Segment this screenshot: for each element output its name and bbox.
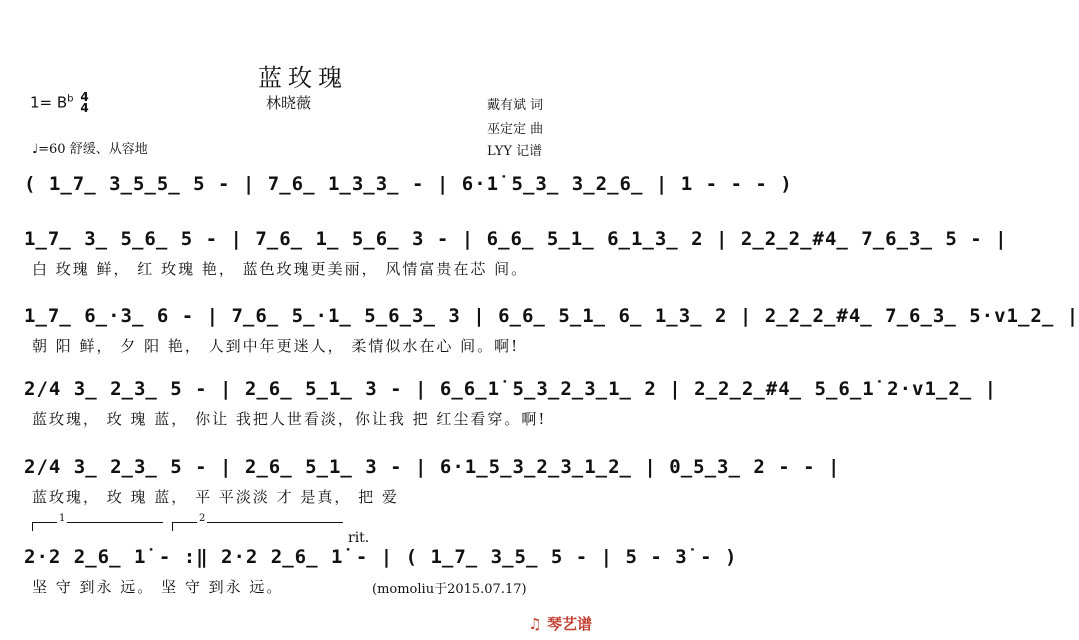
brand-label: 琴艺谱	[546, 615, 592, 633]
ritardando: rit.	[348, 530, 370, 546]
signature: (momoliu于2015.07.17)	[372, 582, 527, 597]
lyric-line-4: 蓝玫瑰， 玫 瑰 蓝， 平 平淡淡 才 是真， 把 爱	[32, 488, 399, 506]
lyric-line-2: 朝 阳 鲜， 夕 阳 艳， 人到中年更迷人， 柔情似水在心 间。啊!	[32, 337, 520, 355]
composer: 巫定定 曲	[487, 122, 544, 137]
music-line-5: 2·2 2̲6̲ 1̇ - :‖ 2·2 2̲6̲ 1̇ - | ( 1̲7̲ 3̲5̲ 5 - | 5 - 3̇ - )	[24, 546, 738, 568]
transcriber: LYY 记谱	[487, 144, 543, 159]
tempo-marking: ♩=60 舒缓、从容地	[32, 142, 148, 157]
volta-first-label: 1	[59, 513, 66, 524]
lyricist: 戴有斌 词	[487, 98, 544, 113]
key-label: 1= B	[30, 93, 68, 112]
lyric-line-1: 白 玫瑰 鲜， 红 玫瑰 艳， 蓝色玫瑰更美丽， 风情富贵在芯 间。	[32, 260, 529, 278]
volta-bracket-first	[32, 513, 163, 531]
music-line-2: 1̲7̲ 6̲·3̲ 6 - | 7̲6̲ 5̲·1̲ 5̲6̲3̲ 3 | 6̲6̲ 5̲1̲ 6̲ 1̲3̲ 2 | 2̲2̲2̲#4̲ 7̲6̲3̲ 5·v1̲2̲ |	[24, 305, 1079, 327]
song-title: 蓝玫瑰	[258, 64, 348, 92]
volta-bracket-second	[172, 513, 343, 531]
music-note-icon: ♫	[528, 615, 542, 633]
singer: 林晓薇	[266, 94, 312, 112]
music-line-4: 2/4 3̲ 2̲3̲ 5 - | 2̲6̲ 5̲1̲ 3 - | 6·1̲5̲3̲2̲3̲1̲2̲ | 0̲5̲3̲ 2 - - |	[24, 456, 841, 478]
music-line-3: 2/4 3̲ 2̲3̲ 5 - | 2̲6̲ 5̲1̲ 3 - | 6̲6̲1̇ 5̲3̲2̲3̲1̲ 2 | 2̲2̲2̲#4̲ 5̲6̲1̇ 2·v1̲2̲ |	[24, 378, 998, 400]
volta-second-label: 2	[199, 513, 206, 524]
time-bottom: 4	[80, 101, 89, 115]
music-line-1: 1̲7̲ 3̲ 5̲6̲ 5 - | 7̲6̲ 1̲ 5̲6̲ 3 - | 6̲6̲ 5̲1̲ 6̲1̲3̲ 2 | 2̲2̲2̲#4̲ 7̲6̲3̲ 5 - |	[24, 228, 1008, 250]
flat-sign: b	[67, 93, 74, 105]
time-signature	[80, 92, 88, 114]
lyric-line-3: 蓝玫瑰， 玫 瑰 蓝， 你让 我把人世看淡，你让我 把 红尘看穿。啊!	[32, 410, 547, 428]
key-signature	[30, 92, 89, 114]
lyric-line-5: 坚 守 到永 远。 坚 守 到永 远。	[32, 578, 284, 596]
brand-logo	[528, 613, 592, 634]
time-top: 4	[80, 90, 89, 104]
music-line-intro: ( 1̲7̲ 3̲5̲5̲ 5 - | 7̲6̲ 1̲3̲3̲ - | 6·1̇ 5̲3̲ 3̲2̲6̲ | 1 - - - )	[24, 173, 793, 195]
